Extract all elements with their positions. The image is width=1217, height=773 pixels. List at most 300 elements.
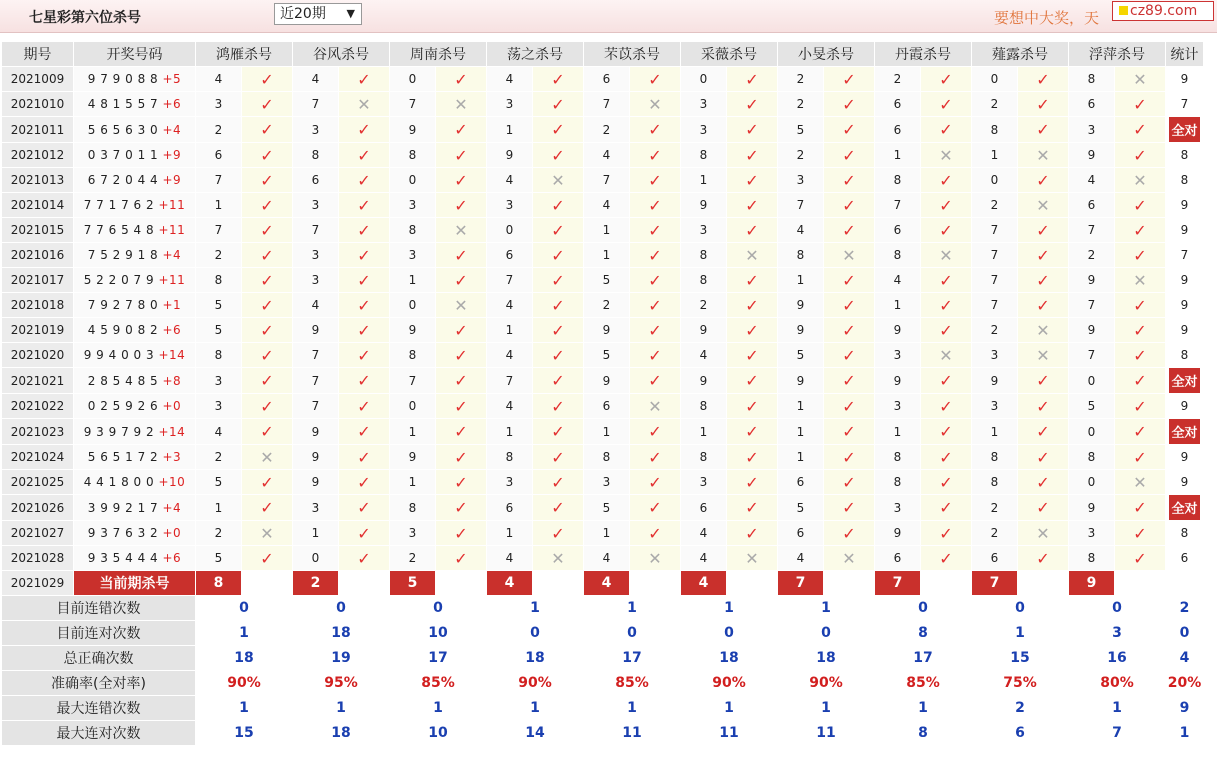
kill-number-cell: 3 [293, 193, 339, 218]
check-icon: ✓ [1018, 243, 1069, 268]
check-icon: ✓ [533, 495, 584, 521]
kill-number-cell: 7 [972, 218, 1018, 243]
check-icon: ✓ [630, 243, 681, 268]
check-icon: ✓ [727, 368, 778, 394]
kill-number-cell: 9 [681, 193, 727, 218]
kill-number-cell: 8 [1069, 546, 1115, 571]
kill-number-cell: 9 [390, 117, 436, 143]
logo-square-icon [1119, 6, 1128, 15]
kill-number-cell: 9 [875, 521, 921, 546]
kill-number-cell: 0 [390, 67, 436, 92]
kill-number-cell: 5 [1069, 394, 1115, 419]
summary-value: 85% [584, 671, 681, 696]
kill-number-cell: 3 [681, 92, 727, 117]
draw-sum-badge: +6 [162, 97, 182, 111]
draw-numbers: 9 3 9 7 9 2 [83, 424, 155, 439]
stat-value: 9 [1180, 198, 1189, 212]
stat-cell [1166, 343, 1204, 368]
kill-number-cell: 2 [196, 521, 242, 546]
draw-sum-badge: +14 [158, 348, 186, 362]
draw-numbers-cell [74, 445, 196, 470]
issue-cell: 2021018 [2, 293, 74, 318]
summary-value: 11 [681, 721, 778, 746]
check-icon: ✓ [339, 168, 390, 193]
all-correct-badge: 全对 [1169, 495, 1199, 520]
draw-sum-badge: +4 [162, 500, 182, 515]
stat-cell [1166, 394, 1204, 419]
stat-cell [1166, 495, 1204, 521]
kill-number-cell: 6 [681, 495, 727, 521]
stat-value: 9 [1180, 223, 1189, 237]
kill-number-cell: 2 [778, 92, 824, 117]
table-row [2, 419, 1204, 445]
draw-numbers-cell [74, 419, 196, 445]
kill-number-cell: 1 [390, 268, 436, 293]
cross-icon: ✕ [1018, 318, 1069, 343]
draw-numbers-cell [74, 293, 196, 318]
draw-sum-badge: +11 [158, 223, 186, 237]
check-icon: ✓ [1115, 521, 1166, 546]
cross-icon: ✕ [824, 546, 875, 571]
kill-number-cell: 6 [1069, 92, 1115, 117]
kill-number-cell: 7 [584, 92, 630, 117]
summary-value: 75% [972, 671, 1069, 696]
kill-number-cell: 2 [196, 445, 242, 470]
kill-number-cell: 3 [1069, 117, 1115, 143]
draw-sum-badge: +5 [162, 72, 182, 86]
stat-value: 7 [1180, 248, 1189, 262]
column-header-stat: 统计 [1166, 42, 1204, 67]
check-icon: ✓ [436, 168, 487, 193]
summary-value: 90% [778, 671, 875, 696]
check-icon: ✓ [436, 67, 487, 92]
kill-number-cell: 1 [487, 521, 533, 546]
check-icon: ✓ [533, 521, 584, 546]
draw-numbers: 7 7 6 5 4 8 [83, 223, 155, 237]
check-icon: ✓ [242, 268, 293, 293]
kill-number-cell: 2 [972, 92, 1018, 117]
check-icon: ✓ [242, 318, 293, 343]
issue-cell: 2021016 [2, 243, 74, 268]
check-icon: ✓ [1018, 445, 1069, 470]
kill-number-cell: 2 [972, 318, 1018, 343]
check-icon: ✓ [727, 495, 778, 521]
kill-number-cell: 3 [875, 495, 921, 521]
kill-number-cell: 7 [390, 368, 436, 394]
kill-number-cell: 3 [196, 368, 242, 394]
kill-number-cell: 1 [681, 168, 727, 193]
summary-value: 18 [293, 621, 390, 646]
kill-number-cell: 5 [778, 343, 824, 368]
stat-value: 6 [1180, 551, 1189, 565]
summary-value: 17 [584, 646, 681, 671]
summary-value: 0 [1069, 596, 1166, 621]
kill-number-cell: 6 [875, 218, 921, 243]
kill-number-cell: 3 [1069, 521, 1115, 546]
check-icon: ✓ [824, 193, 875, 218]
kill-number-cell: 9 [487, 143, 533, 168]
check-icon: ✓ [339, 268, 390, 293]
check-icon: ✓ [1115, 143, 1166, 168]
issue-cell: 2021020 [2, 343, 74, 368]
kill-number-cell: 1 [196, 495, 242, 521]
kill-number-cell: 4 [584, 193, 630, 218]
kill-number-cell: 3 [293, 243, 339, 268]
summary-value: 8 [875, 621, 972, 646]
summary-label: 最大连错次数 [2, 696, 196, 721]
check-icon: ✓ [339, 343, 390, 368]
kill-number-cell: 6 [778, 470, 824, 495]
stat-cell [1166, 445, 1204, 470]
summary-value: 14 [487, 721, 584, 746]
check-icon: ✓ [824, 168, 875, 193]
summary-value: 4 [1166, 646, 1204, 671]
kill-number-cell: 7 [196, 168, 242, 193]
check-icon: ✓ [630, 193, 681, 218]
check-icon: ✓ [339, 368, 390, 394]
column-header-expert: 芣苡杀号 [584, 42, 681, 67]
cross-icon: ✕ [436, 92, 487, 117]
check-icon: ✓ [533, 117, 584, 143]
kill-number-cell: 5 [196, 318, 242, 343]
column-header-expert: 薤露杀号 [972, 42, 1069, 67]
current-kill-blank [436, 571, 487, 596]
summary-value: 90% [487, 671, 584, 696]
draw-numbers-cell [74, 268, 196, 293]
table-row [2, 470, 1204, 495]
current-kill-number: 4 [487, 571, 533, 596]
kill-number-cell: 5 [584, 495, 630, 521]
check-icon: ✓ [1115, 193, 1166, 218]
check-icon: ✓ [1115, 318, 1166, 343]
draw-sum-badge: +11 [158, 198, 186, 212]
kill-number-cell: 2 [1069, 243, 1115, 268]
draw-numbers-cell [74, 546, 196, 571]
column-header-expert: 周南杀号 [390, 42, 487, 67]
current-stat-blank [1166, 571, 1204, 596]
check-icon: ✓ [533, 268, 584, 293]
check-icon: ✓ [242, 218, 293, 243]
kill-number-cell: 9 [778, 293, 824, 318]
column-header-expert: 荡之杀号 [487, 42, 584, 67]
period-select[interactable] [274, 3, 362, 25]
draw-numbers: 5 2 2 0 7 9 [83, 273, 155, 287]
draw-numbers: 5 6 5 6 3 0 [87, 122, 159, 137]
table-row [2, 67, 1204, 92]
check-icon: ✓ [824, 218, 875, 243]
check-icon: ✓ [533, 92, 584, 117]
kill-number-cell: 8 [972, 445, 1018, 470]
summary-row [2, 721, 1204, 746]
summary-value: 1 [293, 696, 390, 721]
kill-number-cell: 8 [390, 495, 436, 521]
stat-cell [1166, 193, 1204, 218]
kill-number-cell: 4 [1069, 168, 1115, 193]
kill-number-cell: 3 [972, 343, 1018, 368]
table-row [2, 343, 1204, 368]
column-header-numbers: 开奖号码 [74, 42, 196, 67]
kill-number-cell: 0 [390, 293, 436, 318]
table-row [2, 521, 1204, 546]
cross-icon: ✕ [630, 394, 681, 419]
summary-label: 总正确次数 [2, 646, 196, 671]
summary-value: 11 [778, 721, 875, 746]
stat-cell [1166, 67, 1204, 92]
cross-icon: ✕ [339, 92, 390, 117]
check-icon: ✓ [921, 168, 972, 193]
summary-value: 18 [681, 646, 778, 671]
check-icon: ✓ [1115, 92, 1166, 117]
kill-number-cell: 8 [875, 243, 921, 268]
check-icon: ✓ [1115, 218, 1166, 243]
kill-number-cell: 9 [390, 318, 436, 343]
check-icon: ✓ [436, 143, 487, 168]
issue-cell: 2021022 [2, 394, 74, 419]
kill-number-cell: 6 [584, 394, 630, 419]
cross-icon: ✕ [1115, 67, 1166, 92]
check-icon: ✓ [436, 445, 487, 470]
kill-number-cell: 2 [778, 143, 824, 168]
check-icon: ✓ [824, 445, 875, 470]
check-icon: ✓ [1018, 168, 1069, 193]
draw-sum-badge: +0 [162, 399, 182, 413]
kill-number-cell: 2 [972, 521, 1018, 546]
table-row [2, 218, 1204, 243]
summary-value: 2 [972, 696, 1069, 721]
check-icon: ✓ [921, 268, 972, 293]
current-kill-number: 9 [1069, 571, 1115, 596]
draw-sum-badge: +6 [162, 323, 182, 337]
draw-numbers-cell [74, 343, 196, 368]
kill-number-cell: 3 [681, 470, 727, 495]
all-correct-badge: 全对 [1169, 117, 1199, 142]
slogan-text: 要想中大奖，天 [994, 9, 1100, 27]
draw-numbers: 9 3 7 6 3 2 [87, 526, 159, 540]
stat-cell [1166, 368, 1204, 394]
kill-number-cell: 7 [293, 218, 339, 243]
summary-value: 15 [196, 721, 293, 746]
kill-number-cell: 8 [390, 143, 436, 168]
draw-numbers: 5 6 5 1 7 2 [87, 450, 159, 464]
kill-number-cell: 7 [487, 368, 533, 394]
stat-value: 7 [1180, 97, 1189, 111]
check-icon: ✓ [1115, 445, 1166, 470]
check-icon: ✓ [727, 67, 778, 92]
check-icon: ✓ [921, 495, 972, 521]
check-icon: ✓ [727, 521, 778, 546]
cross-icon: ✕ [1018, 193, 1069, 218]
summary-value: 1 [196, 621, 293, 646]
summary-value: 1 [875, 696, 972, 721]
check-icon: ✓ [921, 293, 972, 318]
summary-value: 3 [1069, 621, 1166, 646]
kill-number-cell: 5 [584, 343, 630, 368]
current-kill-blank [921, 571, 972, 596]
stat-cell [1166, 470, 1204, 495]
kill-number-cell: 9 [293, 419, 339, 445]
check-icon: ✓ [339, 243, 390, 268]
kill-number-cell: 8 [875, 168, 921, 193]
kill-number-cell: 2 [972, 495, 1018, 521]
kill-number-cell: 6 [1069, 193, 1115, 218]
column-header-expert: 鸿雁杀号 [196, 42, 293, 67]
check-icon: ✓ [824, 470, 875, 495]
top-bar [0, 0, 1217, 33]
site-logo[interactable] [1112, 1, 1214, 21]
kill-number-cell: 7 [390, 92, 436, 117]
check-icon: ✓ [824, 318, 875, 343]
kill-number-cell: 9 [972, 368, 1018, 394]
issue-cell: 2021009 [2, 67, 74, 92]
kill-number-cell: 8 [487, 445, 533, 470]
cross-icon: ✕ [630, 546, 681, 571]
check-icon: ✓ [630, 268, 681, 293]
summary-value: 1 [487, 696, 584, 721]
summary-value: 1 [1166, 721, 1204, 746]
summary-value: 10 [390, 621, 487, 646]
cross-icon: ✕ [921, 343, 972, 368]
kill-number-cell: 7 [972, 293, 1018, 318]
kill-number-cell: 4 [196, 67, 242, 92]
kill-number-cell: 9 [1069, 318, 1115, 343]
summary-value: 20% [1166, 671, 1204, 696]
stat-cell [1166, 243, 1204, 268]
table-row [2, 318, 1204, 343]
check-icon: ✓ [1018, 495, 1069, 521]
check-icon: ✓ [630, 218, 681, 243]
summary-value: 1 [681, 696, 778, 721]
kill-number-cell: 7 [293, 394, 339, 419]
check-icon: ✓ [1115, 495, 1166, 521]
draw-sum-badge: +1 [162, 298, 182, 312]
kill-number-cell: 5 [584, 268, 630, 293]
check-icon: ✓ [921, 445, 972, 470]
check-icon: ✓ [533, 470, 584, 495]
check-icon: ✓ [630, 318, 681, 343]
issue-cell: 2021017 [2, 268, 74, 293]
stat-value: 9 [1180, 273, 1189, 287]
check-icon: ✓ [339, 193, 390, 218]
check-icon: ✓ [1115, 368, 1166, 394]
summary-value: 95% [293, 671, 390, 696]
summary-value: 1 [778, 696, 875, 721]
check-icon: ✓ [727, 92, 778, 117]
summary-value: 2 [1166, 596, 1204, 621]
summary-label: 目前连对次数 [2, 621, 196, 646]
stat-value: 9 [1180, 298, 1189, 312]
stat-cell [1166, 521, 1204, 546]
kill-number-cell: 9 [1069, 495, 1115, 521]
table-row [2, 143, 1204, 168]
check-icon: ✓ [339, 143, 390, 168]
check-icon: ✓ [1018, 368, 1069, 394]
check-icon: ✓ [1018, 92, 1069, 117]
summary-value: 7 [1069, 721, 1166, 746]
kill-number-cell: 0 [390, 168, 436, 193]
issue-cell: 2021025 [2, 470, 74, 495]
check-icon: ✓ [1018, 394, 1069, 419]
kill-number-cell: 7 [196, 218, 242, 243]
summary-value: 0 [196, 596, 293, 621]
table-row [2, 394, 1204, 419]
check-icon: ✓ [630, 143, 681, 168]
column-header-expert: 浮萍杀号 [1069, 42, 1166, 67]
kill-number-cell: 8 [972, 470, 1018, 495]
check-icon: ✓ [436, 117, 487, 143]
current-kill-number: 7 [778, 571, 824, 596]
kill-number-cell: 4 [293, 67, 339, 92]
current-kill-number: 7 [972, 571, 1018, 596]
stat-cell [1166, 546, 1204, 571]
summary-value: 1 [196, 696, 293, 721]
stat-cell [1166, 268, 1204, 293]
check-icon: ✓ [436, 394, 487, 419]
check-icon: ✓ [630, 117, 681, 143]
current-kill-number: 8 [196, 571, 242, 596]
kill-number-cell: 4 [293, 293, 339, 318]
kill-number-cell: 1 [778, 445, 824, 470]
draw-numbers: 3 9 9 2 1 7 [87, 500, 159, 515]
check-icon: ✓ [242, 394, 293, 419]
summary-value: 1 [972, 621, 1069, 646]
draw-numbers: 2 8 5 4 8 5 [87, 373, 159, 388]
draw-numbers: 9 7 9 0 8 8 [87, 72, 159, 86]
check-icon: ✓ [727, 470, 778, 495]
kill-number-cell: 7 [293, 343, 339, 368]
kill-number-cell: 4 [681, 343, 727, 368]
summary-value: 8 [875, 721, 972, 746]
check-icon: ✓ [339, 318, 390, 343]
kill-number-cell: 4 [681, 521, 727, 546]
kill-number-cell: 1 [681, 419, 727, 445]
kill-number-cell: 3 [390, 243, 436, 268]
draw-sum-badge: +14 [158, 424, 186, 439]
summary-value: 18 [778, 646, 875, 671]
check-icon: ✓ [242, 243, 293, 268]
check-icon: ✓ [1115, 293, 1166, 318]
current-kill-number: 4 [584, 571, 630, 596]
check-icon: ✓ [242, 67, 293, 92]
kill-number-cell: 7 [972, 268, 1018, 293]
kill-number-cell: 0 [972, 168, 1018, 193]
check-icon: ✓ [1115, 394, 1166, 419]
issue-cell: 2021027 [2, 521, 74, 546]
kill-number-cell: 8 [390, 343, 436, 368]
kill-number-cell: 1 [584, 243, 630, 268]
draw-numbers-cell [74, 495, 196, 521]
kill-number-cell: 8 [1069, 445, 1115, 470]
kill-number-cell: 4 [487, 343, 533, 368]
kill-number-cell: 1 [487, 318, 533, 343]
kill-number-cell: 2 [584, 117, 630, 143]
kill-number-table [1, 41, 1204, 746]
kill-number-cell: 1 [972, 143, 1018, 168]
check-icon: ✓ [630, 67, 681, 92]
issue-cell: 2021013 [2, 168, 74, 193]
draw-numbers: 7 7 1 7 6 2 [83, 198, 155, 212]
check-icon: ✓ [630, 495, 681, 521]
summary-value: 1 [681, 596, 778, 621]
current-kill-blank [824, 571, 875, 596]
draw-numbers-cell [74, 394, 196, 419]
check-icon: ✓ [1018, 218, 1069, 243]
kill-number-cell: 2 [778, 67, 824, 92]
kill-number-cell: 2 [681, 293, 727, 318]
table-row [2, 293, 1204, 318]
summary-label: 最大连对次数 [2, 721, 196, 746]
issue-cell: 2021026 [2, 495, 74, 521]
check-icon: ✓ [921, 394, 972, 419]
